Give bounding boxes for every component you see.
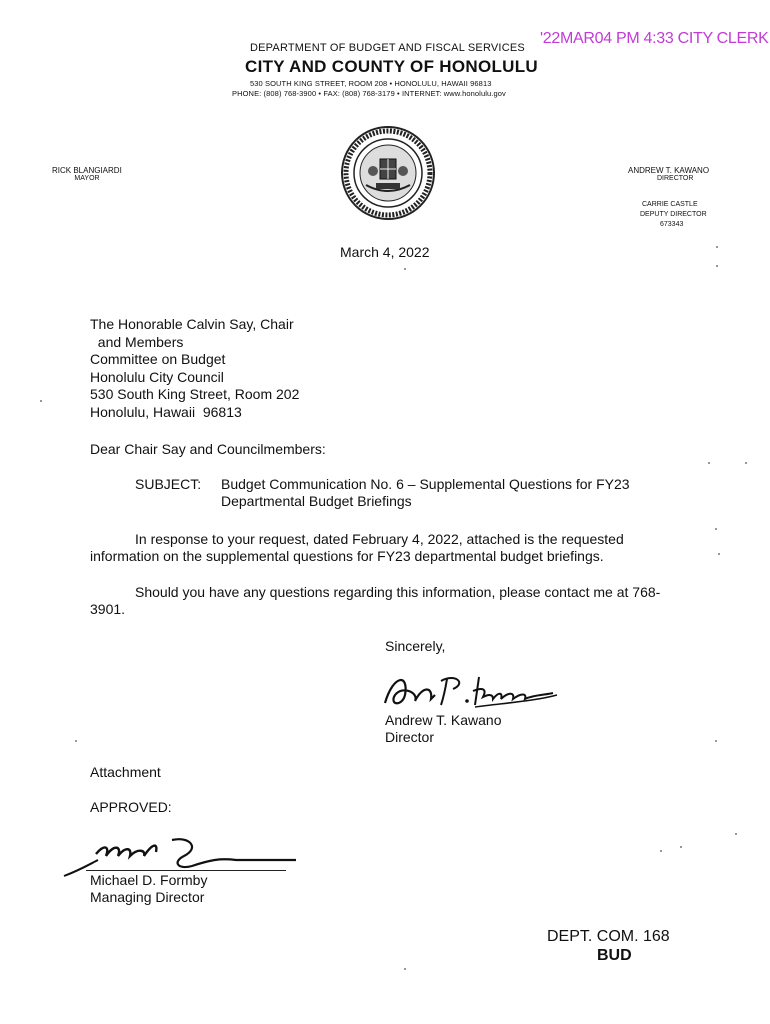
recipient-line: 530 South King Street, Room 202 [90, 386, 300, 402]
scan-speck [718, 553, 720, 555]
closing: Sincerely, [385, 638, 446, 654]
scan-speck [680, 846, 682, 848]
routing-code: BUD [597, 947, 632, 964]
subject-label: SUBJECT: [135, 476, 202, 492]
letterhead-address: 530 SOUTH KING STREET, ROOM 208 • HONOLULU, HAWAII 96813 [250, 79, 492, 88]
city-title: CITY AND COUNTY OF HONOLULU [245, 57, 539, 76]
city-seal-icon [340, 125, 436, 221]
letterhead-contact: PHONE: (808) 768-3900 • FAX: (808) 768-3179 • INTERNET: www.honolulu.gov [232, 89, 506, 98]
body-paragraph [90, 531, 680, 565]
recipient-address [90, 316, 299, 421]
attachment-note: Attachment [90, 764, 161, 780]
deputy-code: 673343 [660, 221, 684, 228]
paragraph-text: In response to your request, dated February 4, 2022, attached is the requested information on the supplemental questions for FY23 departmental budget briefings. [90, 531, 624, 564]
scan-speck [660, 850, 662, 852]
letter-date: March 4, 2022 [340, 244, 430, 260]
subject-line: Budget Communication No. 6 – Supplemental Questions for FY23 [221, 476, 630, 492]
scan-speck [708, 462, 710, 464]
clerk-received-stamp: '22MAR04 PM 4:33 CITY CLERK [540, 30, 769, 47]
approver-name: Michael D. Formby [90, 872, 208, 888]
approver-title: Managing Director [90, 889, 205, 905]
deputy-title-header: DEPUTY DIRECTOR [640, 211, 707, 218]
recipient-line: Honolulu, Hawaii 96813 [90, 403, 242, 420]
recipient-line: The Honorable Calvin Say, Chair [90, 316, 294, 332]
signer-name: Andrew T. Kawano [385, 712, 502, 728]
director-title-header: DIRECTOR [657, 175, 694, 182]
scan-speck [715, 528, 717, 530]
director-name-header: ANDREW T. KAWANO [628, 166, 710, 175]
recipient-line: Honolulu City Council [90, 368, 224, 385]
scan-speck [404, 268, 406, 270]
scan-speck [735, 833, 737, 835]
scan-speck [40, 400, 42, 402]
salutation: Dear Chair Say and Councilmembers: [90, 441, 326, 457]
scan-speck [75, 740, 77, 742]
director-signature [375, 665, 565, 715]
subject-text [221, 476, 630, 510]
subject-line: Departmental Budget Briefings [221, 493, 412, 509]
scan-speck [404, 968, 406, 970]
recipient-line: Committee on Budget [90, 351, 226, 367]
approved-label: APPROVED: [90, 799, 172, 815]
mayor-title: MAYOR [74, 175, 100, 182]
signature-line [86, 870, 286, 871]
scan-speck [716, 246, 718, 248]
body-paragraph [90, 584, 680, 618]
signer-title: Director [385, 729, 435, 745]
paragraph-text: Should you have any questions regarding this information, please contact me at 768-3901. [90, 584, 661, 617]
scan-speck [745, 462, 747, 464]
scan-speck [715, 740, 717, 742]
deputy-name-header: CARRIE CASTLE [642, 201, 698, 208]
dept-com-number: DEPT. COM. 168 [547, 928, 670, 945]
department-header: DEPARTMENT OF BUDGET AND FISCAL SERVICES [250, 42, 525, 54]
recipient-line: and Members [90, 333, 184, 350]
scan-speck [716, 265, 718, 267]
mayor-name: RICK BLANGIARDI [52, 166, 122, 175]
